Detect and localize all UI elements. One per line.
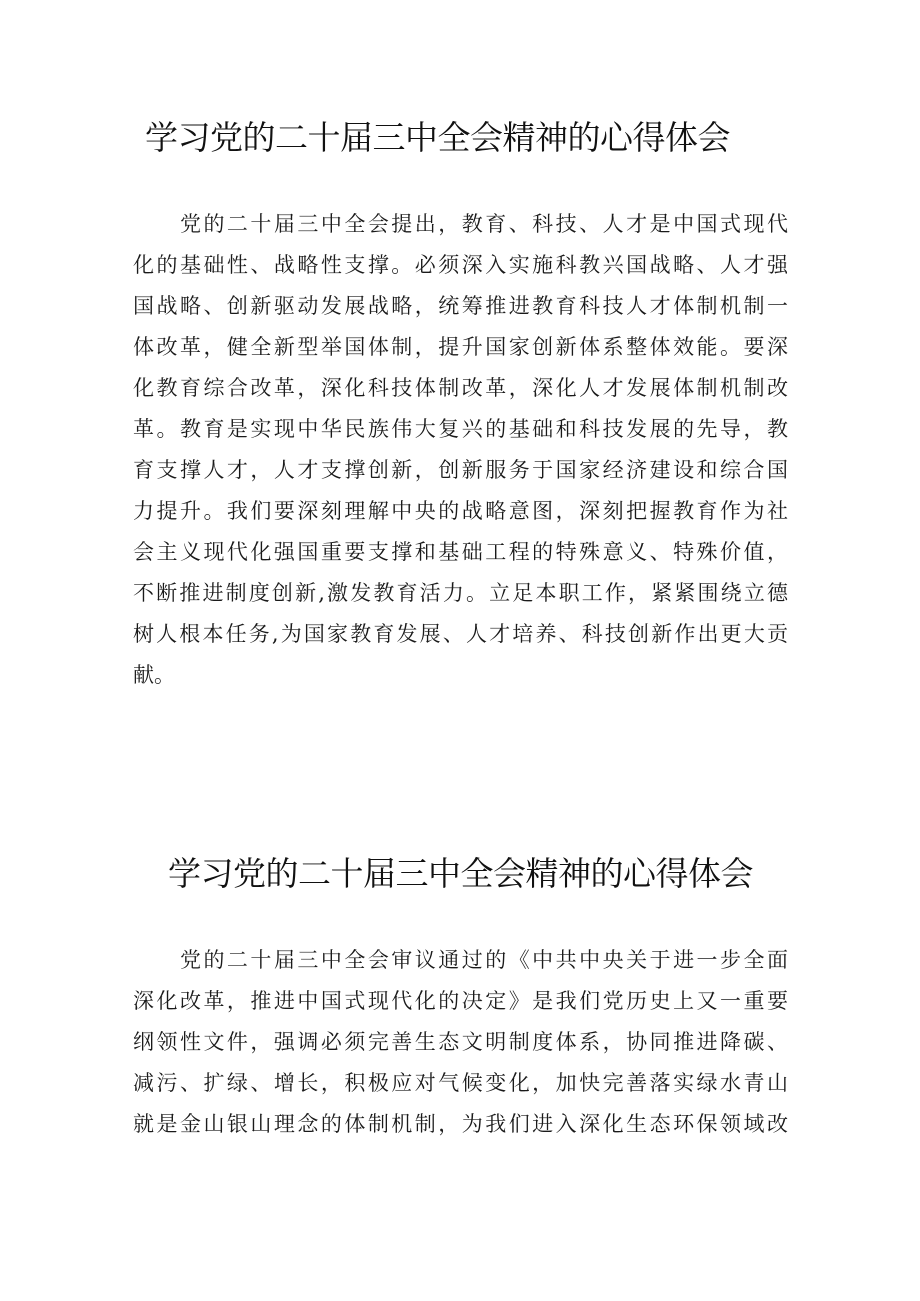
section-title: 学习党的二十届三中全会精神的心得体会: [168, 854, 753, 893]
paragraph-line: 革。教育是实现中华民族伟大复兴的基础和科技发展的先导，教: [133, 417, 788, 441]
paragraph-line: 减污、扩绿、增长，积极应对气候变化，加快完善落实绿水青山: [133, 1071, 788, 1095]
paragraph-line: 力提升。我们要深刻理解中央的战略意图，深刻把握教育作为社: [133, 499, 788, 523]
paragraph-line: 党的二十届三中全会审议通过的《中共中央关于进一步全面: [133, 948, 788, 972]
paragraph-line: 纲领性文件，强调必须完善生态文明制度体系，协同推进降碳、: [133, 1030, 788, 1054]
paragraph-line: 化教育综合改革，深化科技体制改革，深化人才发展体制机制改: [133, 376, 788, 400]
section-paragraph: [133, 204, 788, 696]
paragraph-line: 体改革，健全新型举国体制，提升国家创新体系整体效能。要深: [133, 335, 788, 359]
paragraph-line: 化的基础性、战略性支撑。必须深入实施科教兴国战略、人才强: [133, 253, 788, 277]
paragraph-line: 深化改革，推进中国式现代化的决定》是我们党历史上又一重要: [133, 989, 788, 1013]
paragraph-line: 党的二十届三中全会提出，教育、科技、人才是中国式现代: [133, 212, 788, 236]
section-paragraph: [133, 940, 788, 1145]
paragraph-line: 献。: [133, 663, 175, 687]
paragraph-line: 树人根本任务,为国家教育发展、人才培养、科技创新作出更大贡: [133, 622, 788, 646]
paragraph-line: 育支撑人才，人才支撑创新，创新服务于国家经济建设和综合国: [133, 458, 788, 482]
paragraph-line: 国战略、创新驱动发展战略，统筹推进教育科技人才体制机制一: [133, 294, 788, 318]
section-title: 学习党的二十届三中全会精神的心得体会: [145, 118, 730, 157]
paragraph-line: 会主义现代化强国重要支撑和基础工程的特殊意义、特殊价值，: [133, 540, 788, 564]
paragraph-line: 不断推进制度创新,激发教育活力。立足本职工作，紧紧围绕立德: [133, 581, 788, 605]
paragraph-line: 就是金山银山理念的体制机制，为我们进入深化生态环保领域改: [133, 1112, 788, 1136]
